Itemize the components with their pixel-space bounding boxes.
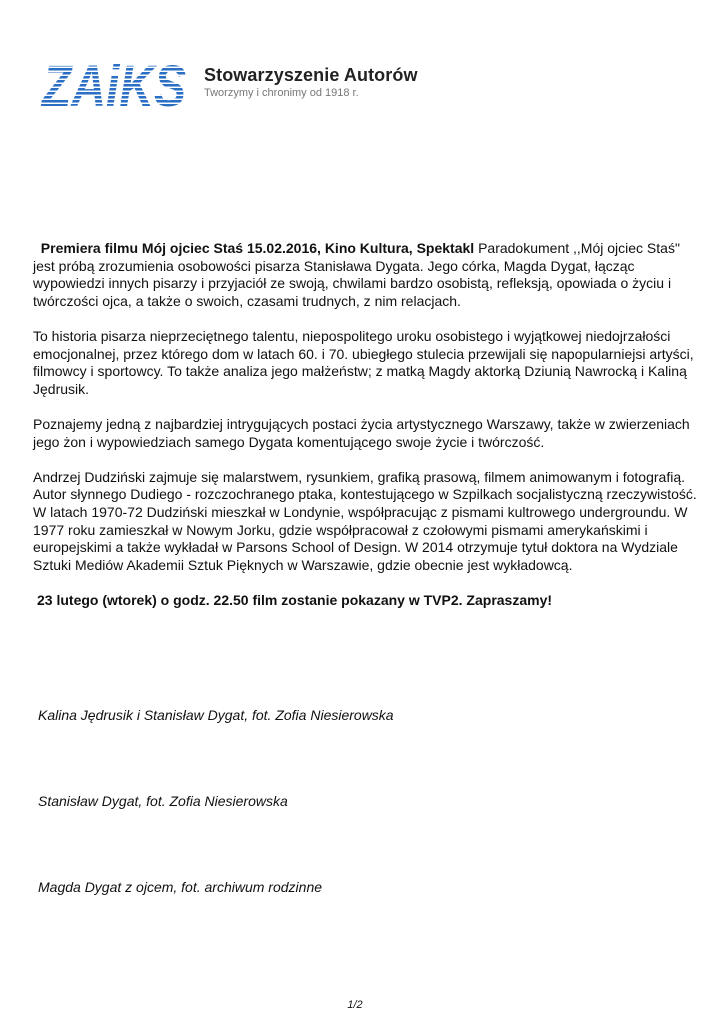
article-body	[33, 240, 698, 627]
photo-caption: Kalina Jędrusik i Stanisław Dygat, fot. Zofia Niesierowska	[38, 707, 394, 723]
photo-caption: Stanisław Dygat, fot. Zofia Niesierowska	[38, 793, 288, 809]
paragraph-intro	[33, 240, 698, 310]
page-number: 1/2	[347, 999, 363, 1011]
article-lead: Premiera filmu Mój ojciec Staś 15.02.2016, Kino Kultura, Spektakl	[40, 240, 475, 256]
paragraph-dudzinski: Andrzej Dudziński zajmuje się malarstwem, rysunkiem, grafiką prasową, filmem animowanym i fotografią. Autor słynnego Dudiego - rozczochranego ptaka, kontestującego w Szpilkach socjalistyczną rzeczywistość. W latach 1970-72 Dudziński mieszkał w Londynie, współpracując z pismami kultrowego undergroundu. W 1977 roku zamieszkał w Nowym Jorku, gdzie współpracował z czołowymi pismami amerykańskimi i europejskimi a także wykładał w Parsons School of Design. W 2014 otrzymuje tytuł doktora na Wydziale Sztuki Mediów Akademii Sztuk Pięknych w Warszawie, gdzie obecnie jest wykładowcą.	[33, 468, 697, 573]
zaiks-logo	[40, 54, 440, 119]
paragraph-intro-text: Paradokument ,,Mój ojciec Staś" jest próbą zrozumienia osobowości pisarza Stanisława Dygata. Jego córka, Magda Dygat, łącząc wypowiedzi innych pisarzy i przyjaciół ze swoją, chwilami bardzo osobistą, refleksją, opowiada o życiu i twórczości ojca, a także o swoich, czasami trudnych, z nim relacjach.	[33, 240, 680, 309]
org-name: Stowarzyszenie Autorów	[204, 65, 418, 85]
photo-caption: Magda Dygat z ojcem, fot. archiwum rodzinne	[38, 879, 323, 895]
logo-text: ZAiKS	[40, 54, 187, 119]
paragraph-history: To historia pisarza nieprzeciętnego talentu, niepospolitego uroku osobistego i wyjątkowej niedojrzałości emocjonalnej, przez którego dom w latach 60. i 70. ubiegłego stulecia przewijali się napopularniejsi artyści, filmowcy i sportowcy. To także analiza jego małżeństw; z matką Magdy aktorką Dziunią Nawrocką i Kaliną Jędrusik.	[33, 327, 694, 397]
paragraph-figure: Poznajemy jedną z najbardziej intrygujących postaci życia artystycznego Warszawy, także w zwierzeniach jego żon i wypowiedziach samego Dygata komentującego swoje życie i twórczość.	[33, 415, 690, 450]
broadcast-announcement: 23 lutego (wtorek) o godz. 22.50 film zostanie pokazany w TVP2. Zapraszamy!	[37, 591, 553, 608]
org-tagline: Tworzymy i chronimy od 1918 r.	[204, 87, 359, 99]
zaiks-logo-mark	[40, 54, 190, 119]
